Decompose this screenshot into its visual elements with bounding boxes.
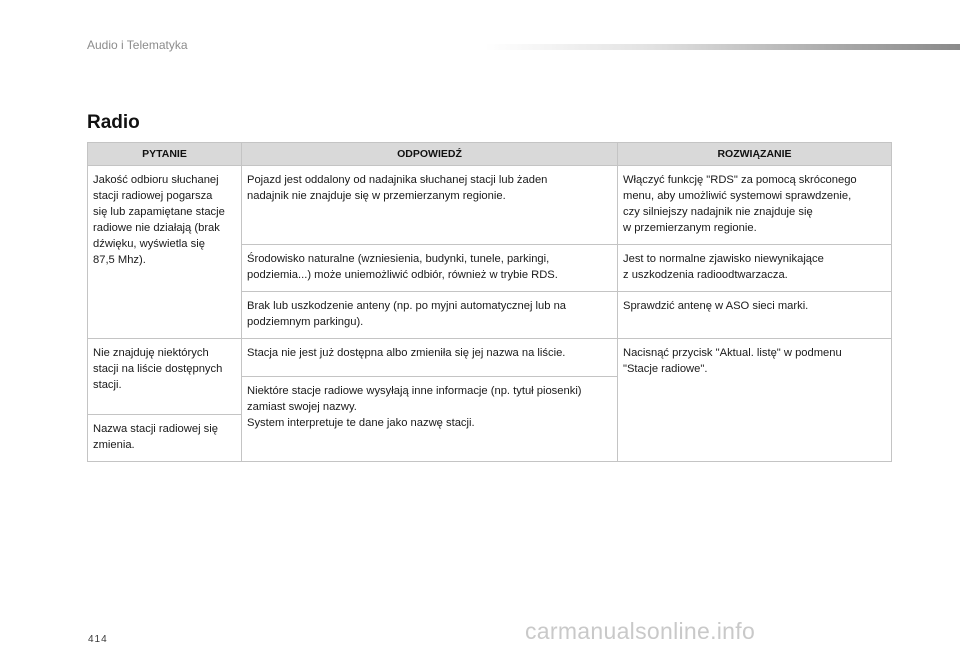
answer-cell: Pojazd jest oddalony od nadajnika słuchanej stacji lub żaden nadajnik nie znajduje się w przemierzanym regionie. (242, 166, 618, 245)
question-cell: Nazwa stacji radiowej się zmienia. (88, 415, 242, 462)
column-header-answer: ODPOWIEDŹ (242, 143, 618, 166)
table-header-row (88, 143, 892, 166)
solution-cell: Włączyć funkcję "RDS" za pomocą skróconego menu, aby umożliwić systemowi sprawdzenie, czy silniejszy nadajnik nie znajduje się w przemierzanym regionie. (618, 166, 892, 245)
table-row (88, 339, 892, 377)
header-gradient-bar (485, 44, 960, 50)
solution-cell: Jest to normalne zjawisko niewynikające z uszkodzenia radioodtwarzacza. (618, 245, 892, 292)
answer-cell: Środowisko naturalne (wzniesienia, budynki, tunele, parkingi, podziemia...) może uniemożliwić odbiór, również w trybie RDS. (242, 245, 618, 292)
troubleshooting-table (87, 142, 892, 462)
question-cell: Nie znajduję niektórych stacji na liście dostępnych stacji. (88, 339, 242, 415)
solution-cell: Nacisnąć przycisk "Aktual. listę" w podmenu "Stacje radiowe". (618, 339, 892, 462)
watermark: carmanualsonline.info (525, 618, 756, 644)
section-header: Audio i Telematyka (87, 38, 188, 52)
answer-cell: Stacja nie jest już dostępna albo zmieniła się jej nazwa na liście. (242, 339, 618, 377)
answer-cell: Niektóre stacje radiowe wysyłają inne informacje (np. tytuł piosenki) zamiast swojej nazwy. System interpretuje te dane jako nazwę stacji. (242, 377, 618, 462)
table-row (88, 166, 892, 245)
page-title: Radio (87, 112, 140, 133)
page-number: 414 (88, 634, 108, 645)
column-header-solution: ROZWIĄZANIE (618, 143, 892, 166)
column-header-question: PYTANIE (88, 143, 242, 166)
answer-cell: Brak lub uszkodzenie anteny (np. po myjni automatycznej lub na podziemnym parkingu). (242, 292, 618, 339)
solution-cell: Sprawdzić antenę w ASO sieci marki. (618, 292, 892, 339)
question-cell: Jakość odbioru słuchanej stacji radiowej pogarsza się lub zapamiętane stacje radiowe nie działają (brak dźwięku, wyświetla się 87,5 Mhz). (88, 166, 242, 339)
